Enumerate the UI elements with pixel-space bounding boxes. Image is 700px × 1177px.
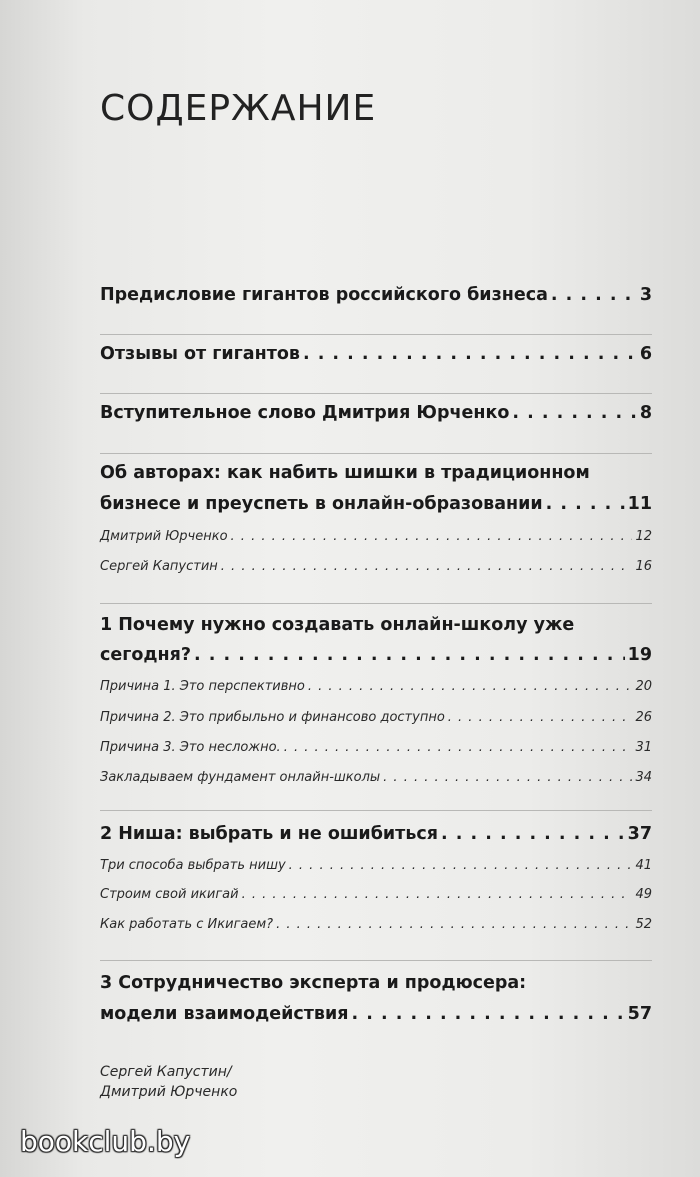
authors-footer	[100, 1062, 237, 1102]
dot-leader	[551, 285, 637, 305]
toc-entry-title: бизнесе и преуспеть в онлайн-образовании	[100, 494, 543, 514]
toc-subentry-title: Закладываем фундамент онлайн-школы	[100, 770, 381, 785]
toc-subentry-title: Строим свой икигай	[100, 887, 239, 902]
dot-leader	[284, 740, 633, 755]
author-line: Дмитрий Юрченко	[100, 1084, 238, 1100]
toc-subentry[interactable]	[100, 740, 652, 755]
toc-page-number: 19	[627, 645, 652, 665]
toc-entry-ch3[interactable]	[100, 1004, 652, 1024]
dot-leader	[352, 1004, 625, 1024]
section-divider	[100, 603, 652, 604]
toc-entry-title: Вступительное слово Дмитрия Юрченко	[100, 403, 510, 423]
toc-subentry-title: Как работать с Икигаем?	[100, 917, 274, 932]
toc-subentry[interactable]	[100, 529, 652, 544]
section-divider	[100, 393, 652, 394]
toc-entry-about-line1[interactable]: Об авторах: как набить шишки в традиционном	[100, 463, 590, 483]
toc-entry-title: Отзывы от гигантов	[100, 344, 300, 364]
toc-page-number: 8	[639, 403, 652, 423]
toc-page-number: 3	[639, 285, 652, 305]
section-divider	[100, 810, 652, 811]
toc-page-number: 12	[635, 529, 652, 544]
dot-leader	[512, 403, 636, 423]
dot-leader	[448, 710, 633, 725]
toc-entry-preface[interactable]	[100, 285, 652, 305]
dot-leader	[221, 559, 633, 574]
toc-subentry[interactable]	[100, 679, 652, 694]
toc-page-number: 31	[635, 740, 652, 755]
toc-entry-reviews[interactable]	[100, 344, 652, 364]
author-line: Сергей Капустин/	[100, 1064, 232, 1080]
toc-page-number: 49	[635, 887, 652, 902]
toc-subentry-title: Сергей Капустин	[100, 559, 218, 574]
toc-entry-title: модели взаимодействия	[100, 1004, 349, 1024]
section-divider	[100, 453, 652, 454]
dot-leader	[242, 887, 633, 902]
toc-page-number: 57	[627, 1004, 652, 1024]
toc-subentry[interactable]	[100, 917, 652, 932]
toc-subentry-title: Дмитрий Юрченко	[100, 529, 228, 544]
toc-page-number: 11	[627, 494, 652, 514]
toc-page-number: 34	[635, 770, 652, 785]
toc-page-number: 52	[635, 917, 652, 932]
toc-subentry[interactable]	[100, 770, 652, 785]
dot-leader	[441, 824, 625, 844]
toc-subentry-title: Три способа выбрать нишу	[100, 858, 286, 873]
toc-subentry[interactable]	[100, 559, 652, 574]
dot-leader	[194, 645, 625, 665]
dot-leader	[289, 858, 633, 873]
toc-subentry-title: Причина 1. Это перспективно	[100, 679, 305, 694]
toc-entry-intro[interactable]	[100, 403, 652, 423]
toc-subentry[interactable]	[100, 710, 652, 725]
dot-leader	[308, 679, 633, 694]
section-divider	[100, 960, 652, 961]
watermark: bookclub.by	[20, 1125, 191, 1158]
toc-entry-ch1-line1[interactable]: 1 Почему нужно создавать онлайн-школу уже	[100, 615, 575, 635]
toc-subentry-title: Причина 3. Это несложно.	[100, 740, 281, 755]
toc-page-number: 16	[635, 559, 652, 574]
dot-leader	[276, 917, 632, 932]
dot-leader	[231, 529, 633, 544]
page-title: СОДЕРЖАНИЕ	[100, 88, 377, 129]
toc-page-number: 41	[635, 858, 652, 873]
dot-leader	[546, 494, 625, 514]
toc-page-number: 6	[639, 344, 652, 364]
toc-entry-ch3-line1[interactable]: 3 Сотрудничество эксперта и продюсера:	[100, 973, 527, 993]
section-divider	[100, 334, 652, 335]
toc-subentry[interactable]	[100, 887, 652, 902]
dot-leader	[383, 770, 632, 785]
toc-page-number: 37	[627, 824, 652, 844]
dot-leader	[303, 344, 637, 364]
toc-entry-about[interactable]	[100, 494, 652, 514]
toc-subentry-title: Причина 2. Это прибыльно и финансово доступно	[100, 710, 445, 725]
toc-page-number: 26	[635, 710, 652, 725]
toc-entry-title: 2 Ниша: выбрать и не ошибиться	[100, 824, 438, 844]
toc-entry-title: Предисловие гигантов российского бизнеса	[100, 285, 548, 305]
toc-page-number: 20	[635, 679, 652, 694]
toc-entry-title: сегодня?	[100, 645, 192, 665]
toc-entry-ch1[interactable]	[100, 645, 652, 665]
toc-subentry[interactable]	[100, 858, 652, 873]
toc-entry-ch2[interactable]	[100, 824, 652, 844]
